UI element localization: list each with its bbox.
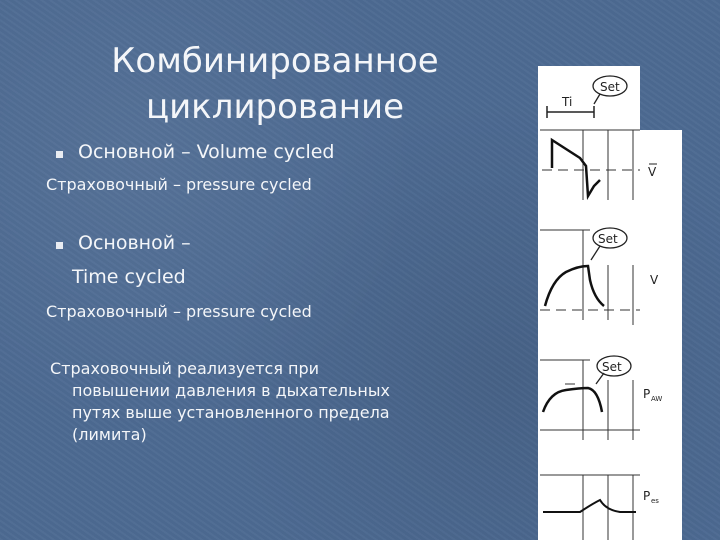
pes-wave [543, 500, 636, 512]
volume-wave [545, 266, 604, 306]
set-label-1: Set [600, 80, 620, 94]
set-pointer-1 [594, 94, 600, 104]
note-line-4: (лимита) [72, 425, 147, 444]
bullet-primary-time-line2: Time cycled [72, 266, 186, 288]
set-pointer-2 [591, 246, 600, 260]
grid-panel-3 [540, 360, 640, 440]
note-line-1: Страховочный реализуется при [50, 359, 320, 378]
set-label-3: Set [602, 360, 622, 374]
bullet-primary-time-line1: Основной – [78, 232, 191, 254]
text-backup-pressure-2: Страховочный – pressure cycled [46, 302, 312, 321]
set-label-2: Set [598, 232, 618, 246]
vdot-label: V [648, 165, 657, 179]
ti-label: Ti [562, 95, 573, 109]
v-label: V [650, 273, 659, 287]
text-backup-pressure-1: Страховочный – pressure cycled [46, 175, 312, 194]
paw-wave [543, 388, 602, 412]
set-pointer-3 [596, 373, 604, 384]
pes-label: P [643, 489, 651, 503]
paw-label: P [643, 387, 651, 401]
pes-subscript: es [651, 497, 659, 505]
title-line-2: циклирование [145, 87, 405, 127]
paw-subscript: AW [651, 395, 663, 403]
title-line-1: Комбинированное [111, 41, 439, 81]
grid-panel-4 [540, 475, 640, 540]
note-line-2: повышении давления в дыхательных [72, 381, 390, 400]
bullet-primary-volume: Основной – Volume cycled [78, 141, 335, 163]
note-line-3: путях выше установленного предела [72, 403, 390, 422]
flow-wave-1 [552, 140, 600, 196]
